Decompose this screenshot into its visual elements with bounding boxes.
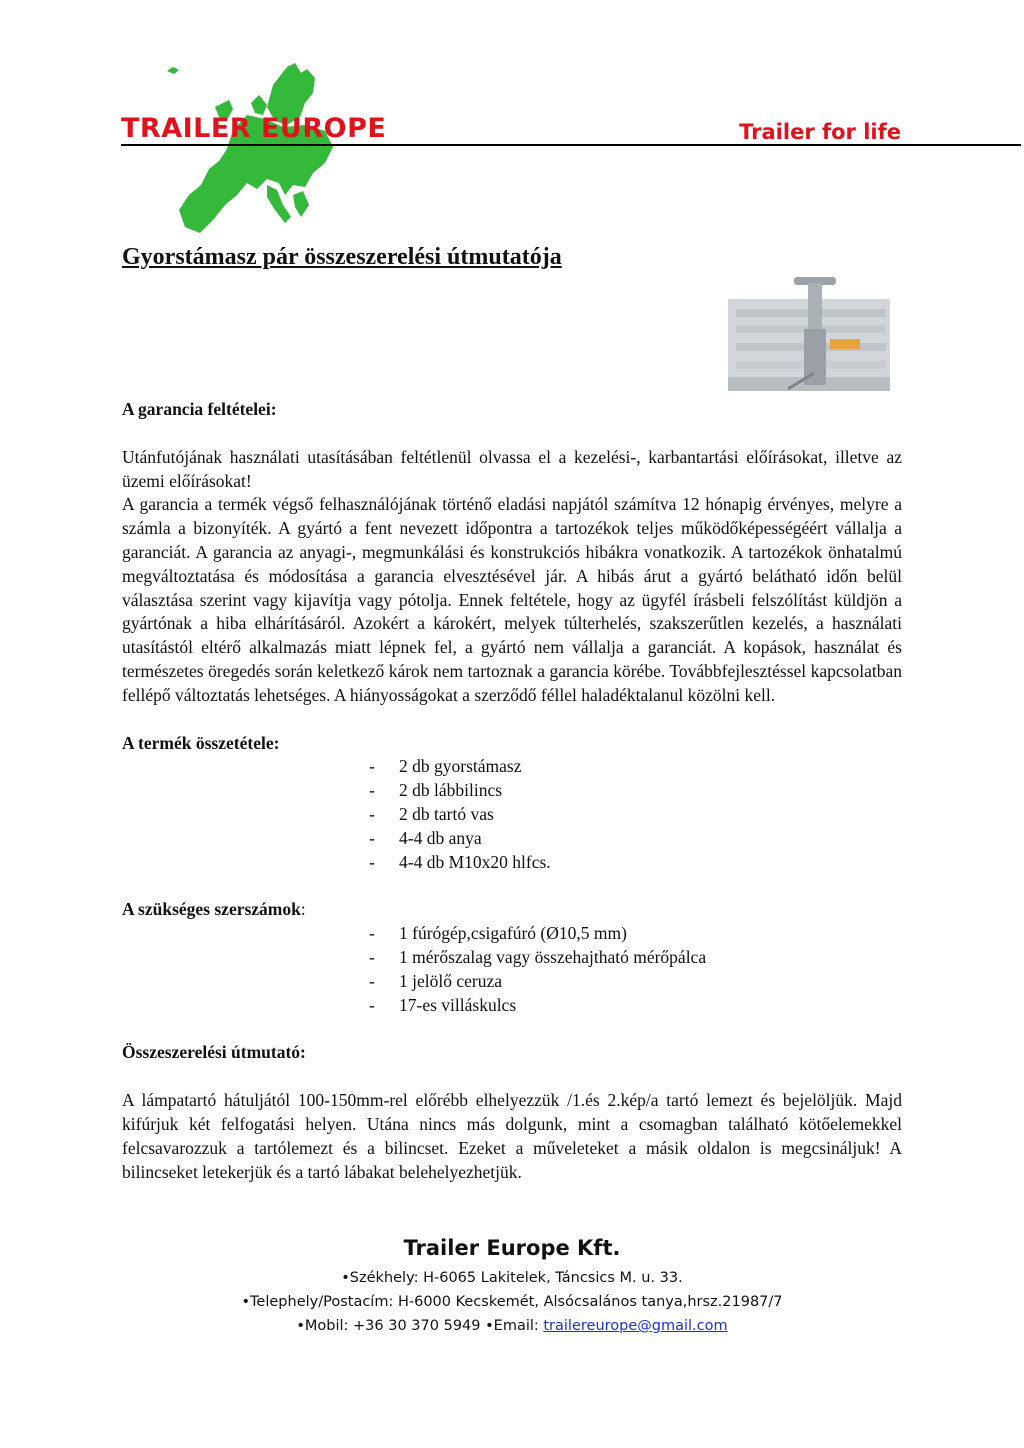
list-item: - 2 db lábbilincs	[369, 779, 902, 803]
assembly-paragraph: A lámpatartó hátuljától 100-150mm-rel előrébb elhelyezzük /1.és 2.kép/a tartó lemezt és bejelöljük. Majd kifúrjuk két felfogatási helyen. Utána nincs más dolgunk, mint a csomagban található kötőelemekkel felcsavarozzuk a tartólemezt és a bilincset. Ezeket a műveleteket a másik oldalon is megcsináljuk! A bilincseket letekerjük és a tartó lábakat belehelyezhetjük.	[122, 1090, 902, 1182]
site-address: •Telephely/Postacím: H-6000 Kecskemét, Alsócsalános tanya,hrsz.21987/7	[241, 1294, 783, 1310]
tools-list	[122, 922, 902, 1017]
brand-name: TRAILER EUROPE	[121, 113, 387, 144]
list-item: - 4-4 db M10x20 hlfcs.	[369, 851, 902, 875]
document-title: Gyorstámasz pár összeszerelési útmutatója	[122, 244, 562, 270]
contents-list	[122, 755, 902, 874]
list-item: - 1 jelölő ceruza	[369, 970, 902, 994]
warranty-paragraph-2: A garancia a termék végső felhasználójának történő eladási napjától számítva 12 hónapig érvényes, melyre a számla a bizonyíték. A gyártó a fent nevezett időpontra a tartozékok teljes működőképességéért vállalja a garanciát. A garancia az anyagi-, megmunkálási és konstrukciós hibákra vonatkozik. A tartozékok önhatalmú megváltoztatása és módosítása a garancia elvesztésével jár. A hibás árut a gyártó belátható időn belül választása szerint vagy kijavítja vagy pótolja. Ennek feltétele, hogy az ügyfél írásbeli felszólítást küldjön a gyártónak a hiba elhárításáról. Azokért a károkért, melyek túlterhelés, szakszerűtlen kezelés, a használati utasítástól eltérő alkalmazás miatt lépnek fel, a gyártó nem vállalja a garanciát. A kopások, használat és természetes öregedés során keletkező károk nem tartoznak a garancia körébe. Továbbfejlesztéssel kapcsolatban fellépő változtatás lehetséges. A hiányosságokat a szerződő féllel haladéktalanul közölni kell.	[122, 494, 902, 705]
warranty-heading: A garancia feltételei:	[122, 399, 277, 419]
document-body	[122, 398, 902, 1184]
warranty-paragraph-1: Utánfutójának használati utasításában feltétlenül olvassa el a kezelési-, karbantartási előírásokat, illetve az üzemi előírásokat!	[122, 446, 902, 491]
assembly-heading: Összeszerelési útmutató:	[122, 1042, 306, 1063]
list-item: - 2 db gyorstámasz	[369, 755, 902, 779]
list-item: - 2 db tartó vas	[369, 803, 902, 827]
page-footer	[0, 1236, 1024, 1338]
list-item: - 1 fúrógép,csigafúró (Ø10,5 mm)	[369, 922, 902, 946]
list-item: - 17-es villáskulcs	[369, 994, 902, 1018]
jockey-stand-photo	[728, 277, 890, 393]
header-divider	[121, 144, 1021, 146]
seat-address: •Székhely: H-6065 Lakitelek, Táncsics M. u. 33.	[341, 1270, 683, 1286]
email-link[interactable]: trailereurope@gmail.com	[543, 1318, 728, 1334]
tools-heading-colon: :	[300, 899, 306, 920]
contact-line	[0, 1314, 1024, 1338]
tools-heading-text: A szükséges szerszámok	[122, 899, 301, 920]
contents-heading: A termék összetétele:	[122, 732, 280, 753]
list-item: - 4-4 db anya	[369, 827, 902, 851]
brand-tagline: Trailer for life	[739, 120, 901, 144]
company-name: Trailer Europe Kft.	[403, 1236, 621, 1260]
tools-heading	[122, 898, 902, 922]
list-item: - 1 mérőszalag vagy összehajtható mérőpálca	[369, 946, 902, 970]
page-header	[0, 0, 1024, 220]
contact-prefix: •Mobil: +36 30 370 5949 •Email:	[296, 1318, 544, 1334]
